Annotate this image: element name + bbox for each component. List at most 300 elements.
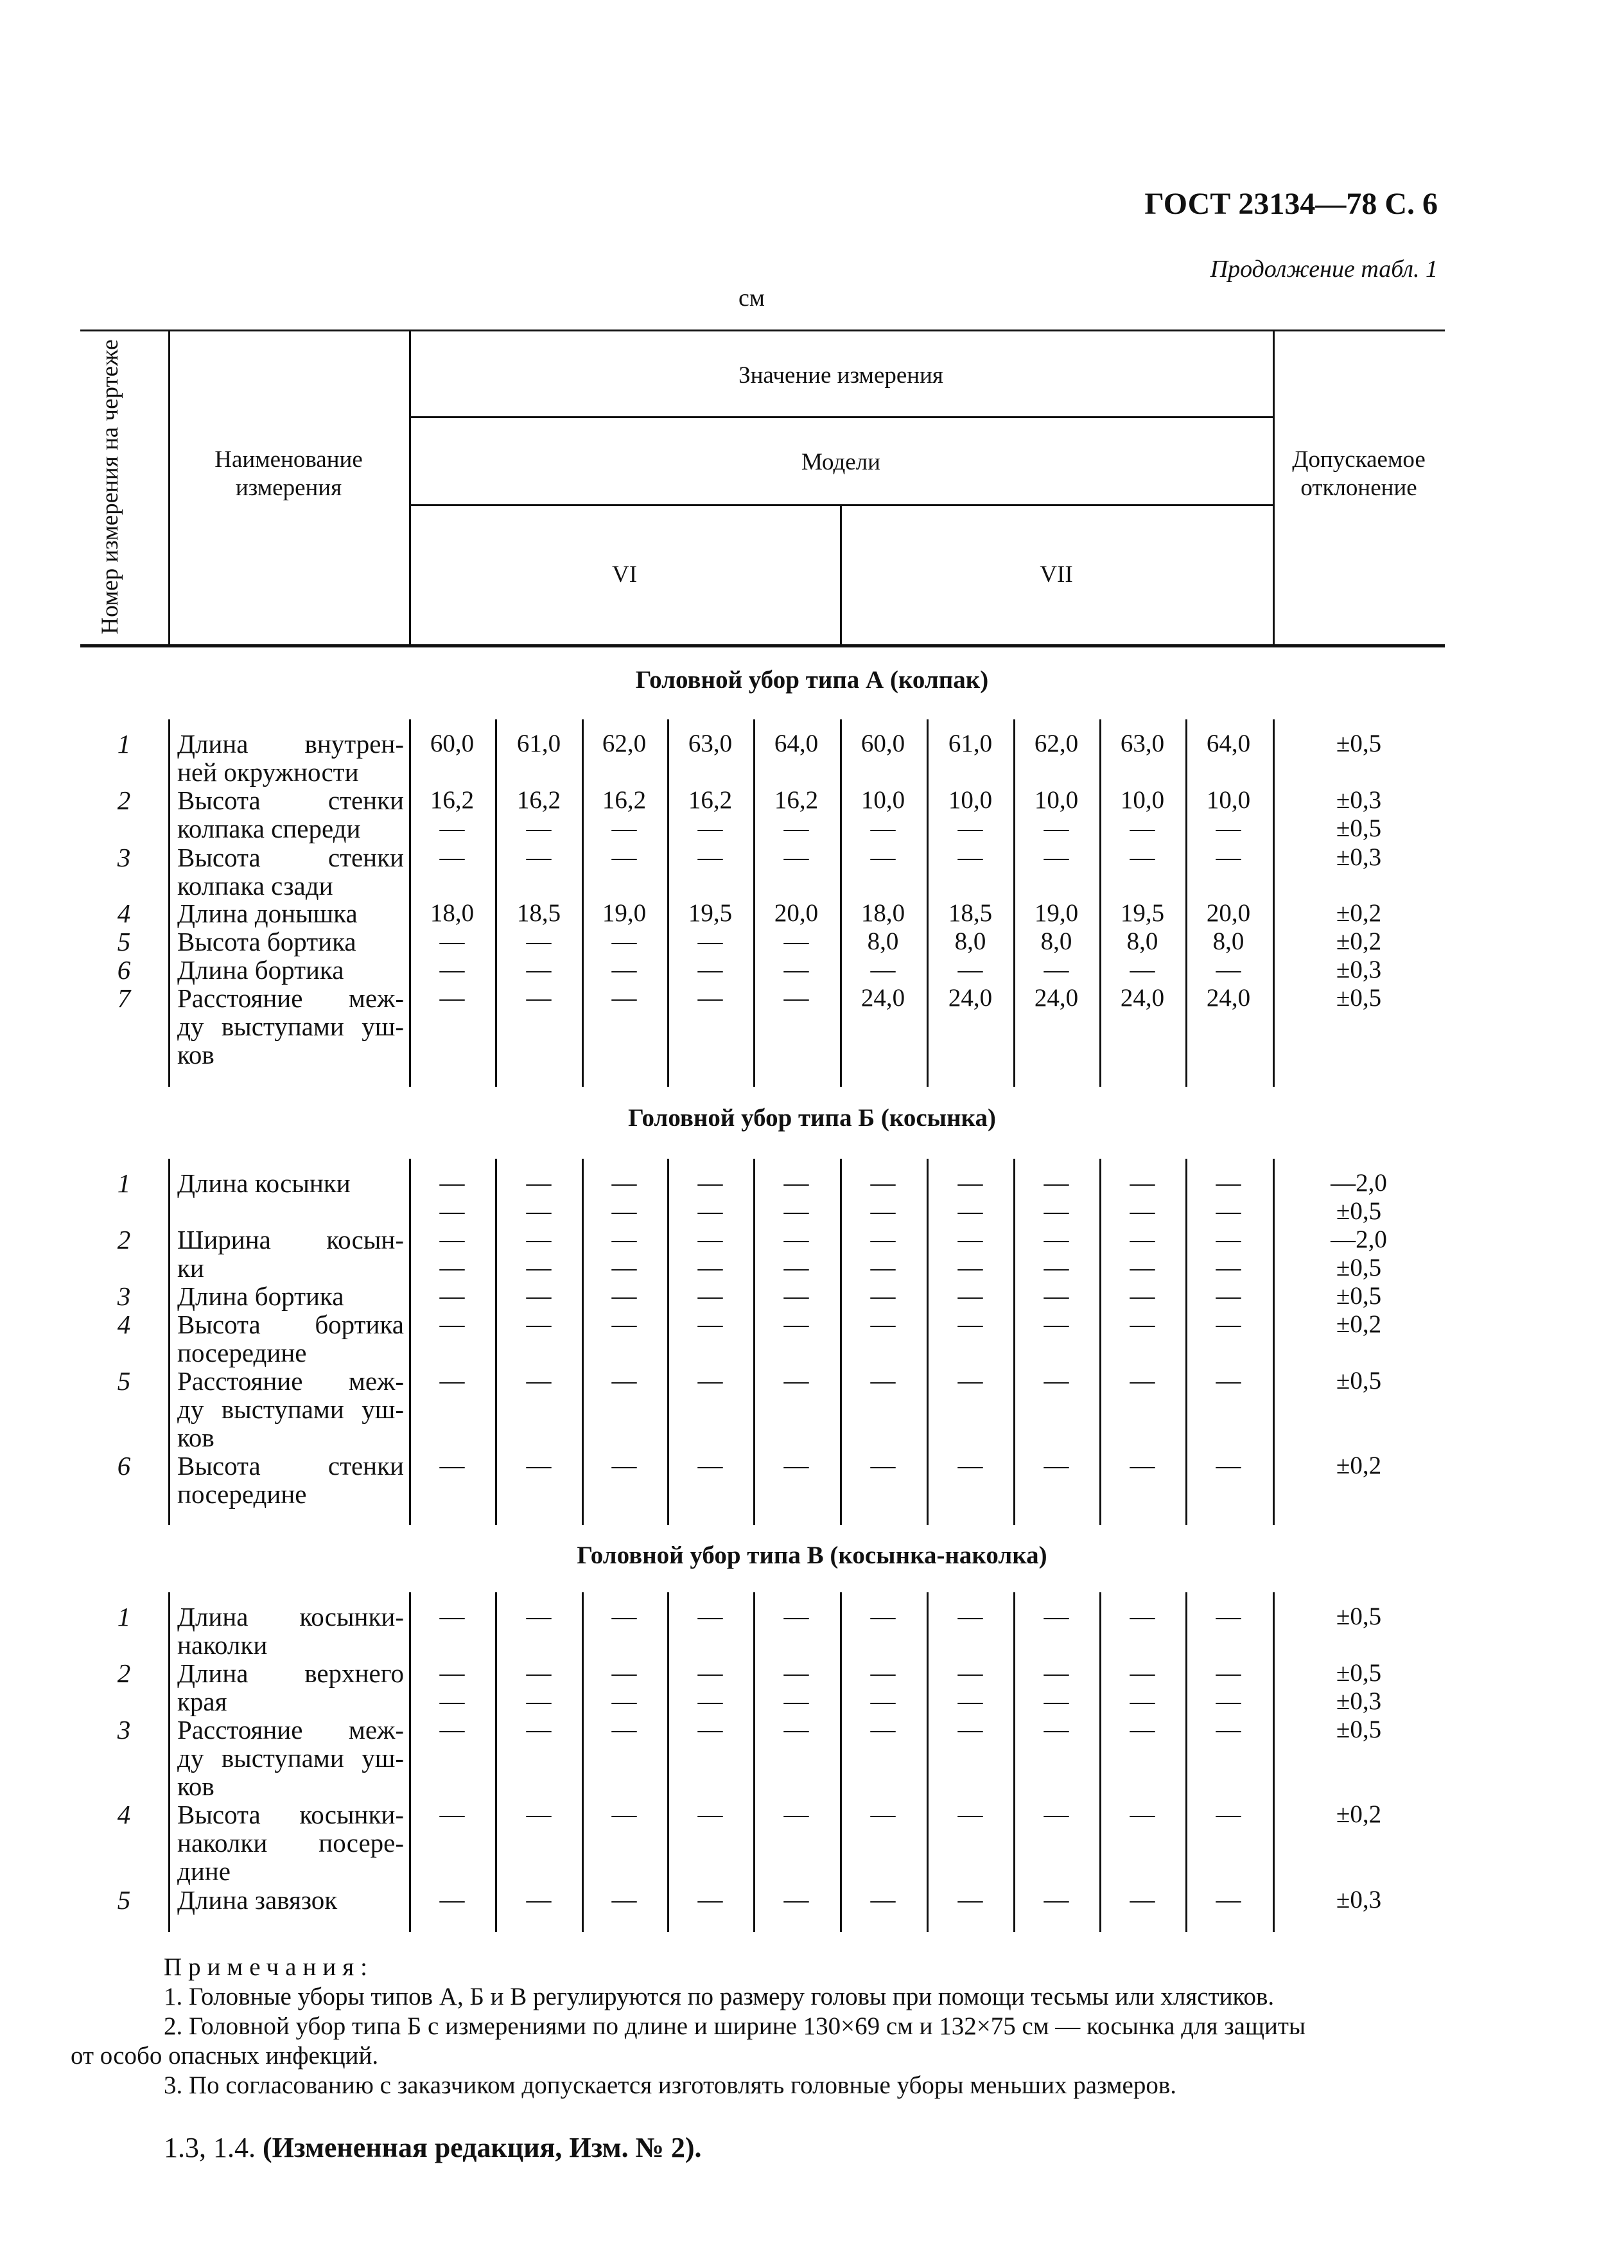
- value-cell: —: [611, 814, 637, 842]
- value-cell: —: [1216, 956, 1241, 983]
- row-name: [177, 1367, 404, 1452]
- tolerance-cell: ±0,5: [1336, 1716, 1382, 1743]
- value-cell: —: [697, 1800, 723, 1828]
- value-cell: 10,0: [1206, 786, 1251, 814]
- row-name-line: колпака спереди: [177, 814, 361, 843]
- value-cell: —: [1216, 1310, 1241, 1338]
- row-name: [177, 1226, 404, 1282]
- row-name-line: наколки: [177, 1630, 268, 1660]
- body-sep-tol-3: [1273, 1592, 1275, 1932]
- tolerance-cell: ±0,2: [1336, 1310, 1382, 1338]
- value-cell: 10,0: [948, 786, 993, 814]
- header-value-group: Значение измерения: [738, 362, 943, 389]
- value-cell: —: [957, 1659, 983, 1687]
- value-cell: 64,0: [774, 730, 819, 757]
- value-cell: —: [526, 1169, 552, 1197]
- body-sep-col-3-3: [667, 1592, 669, 1932]
- value-cell: —: [611, 843, 637, 871]
- value-cell: 24,0: [1120, 984, 1165, 1012]
- row-name-line: ков: [177, 1771, 214, 1801]
- value-cell: —: [1216, 1800, 1241, 1828]
- tolerance-cell: ±0,5: [1336, 1603, 1382, 1630]
- value-cell: 10,0: [860, 786, 905, 814]
- value-cell: 62,0: [602, 730, 647, 757]
- value-cell: —: [870, 1169, 896, 1197]
- value-cell: —: [870, 1452, 896, 1479]
- value-cell: —: [697, 1603, 723, 1630]
- value-cell: —: [1216, 1254, 1241, 1281]
- value-cell: —: [957, 1687, 983, 1715]
- value-cell: 61,0: [516, 730, 561, 757]
- value-cell: —: [1216, 814, 1241, 842]
- value-cell: —: [1043, 1452, 1069, 1479]
- header-bottom-rule: [80, 644, 1445, 647]
- value-cell: —: [1216, 1659, 1241, 1687]
- value-cell: —: [957, 1452, 983, 1479]
- row-name: [177, 1659, 404, 1716]
- tolerance-cell: ±0,3: [1336, 1886, 1382, 1913]
- value-cell: —: [870, 1800, 896, 1828]
- row-name: [177, 956, 404, 984]
- value-cell: —: [1130, 1659, 1155, 1687]
- value-cell: —: [783, 1603, 809, 1630]
- row-name-line: Высота стенки: [177, 1451, 404, 1481]
- row-number: 6: [117, 1451, 131, 1481]
- value-cell: 8,0: [1040, 927, 1072, 955]
- value-cell: —: [1043, 1659, 1069, 1687]
- value-cell: —: [870, 1226, 896, 1253]
- value-cell: —: [611, 1716, 637, 1743]
- row-name-line: Длина донышка: [177, 899, 358, 928]
- value-cell: —: [611, 1197, 637, 1225]
- value-cell: —: [697, 1254, 723, 1281]
- row-name: [177, 984, 404, 1069]
- value-cell: —: [697, 1367, 723, 1394]
- value-cell: —: [697, 956, 723, 983]
- row-name-line: Ширина косын-: [177, 1225, 404, 1254]
- value-cell: —: [1130, 1716, 1155, 1743]
- header-name-line1: Наименование: [214, 446, 363, 473]
- row-name: [177, 843, 404, 900]
- tolerance-cell: ±0,5: [1336, 1367, 1382, 1394]
- value-cell: 8,0: [1212, 927, 1244, 955]
- value-cell: —: [1043, 1603, 1069, 1630]
- row-name-line: Длина верхнего: [177, 1658, 404, 1688]
- value-cell: —: [957, 1254, 983, 1281]
- tolerance-cell: —2,0: [1331, 1169, 1387, 1197]
- value-cell: —: [957, 1800, 983, 1828]
- row-name-line: Высота бортика: [177, 1310, 404, 1339]
- row-name-line: наколки посере-: [177, 1828, 404, 1858]
- header-model-vi: VI: [611, 561, 638, 588]
- value-cell: —: [611, 1367, 637, 1394]
- value-cell: —: [526, 1716, 552, 1743]
- value-cell: —: [611, 1226, 637, 1253]
- value-cell: —: [1043, 1169, 1069, 1197]
- value-cell: 8,0: [867, 927, 899, 955]
- row-name-line: Длина косынки-: [177, 1602, 404, 1631]
- value-cell: —: [870, 1367, 896, 1394]
- body-sep-col-3-6: [927, 1592, 929, 1932]
- value-cell: —: [526, 1367, 552, 1394]
- row-name-line: Длина внутрен-: [177, 729, 404, 759]
- row-name-line: дине: [177, 1856, 231, 1886]
- value-cell: —: [1130, 1226, 1155, 1253]
- notes-title: Примечания:: [164, 1953, 374, 1981]
- value-cell: —: [870, 1282, 896, 1310]
- value-cell: —: [697, 1886, 723, 1913]
- value-cell: —: [1130, 1169, 1155, 1197]
- value-cell: —: [957, 1282, 983, 1310]
- value-cell: —: [870, 1603, 896, 1630]
- value-cell: —: [870, 814, 896, 842]
- value-cell: —: [783, 1254, 809, 1281]
- value-cell: —: [783, 984, 809, 1012]
- value-cell: —: [870, 1716, 896, 1743]
- value-cell: —: [439, 1452, 465, 1479]
- value-cell: —: [870, 843, 896, 871]
- value-cell: —: [783, 1659, 809, 1687]
- header-name-line2: измерения: [235, 475, 342, 501]
- value-cell: 24,0: [1034, 984, 1079, 1012]
- value-cell: —: [957, 1603, 983, 1630]
- body-sep-tol-2: [1273, 1159, 1275, 1525]
- tolerance-cell: ±0,2: [1336, 899, 1382, 927]
- row-number: 4: [117, 1800, 131, 1829]
- value-cell: —: [1043, 1687, 1069, 1715]
- value-cell: —: [526, 1310, 552, 1338]
- value-cell: —: [526, 984, 552, 1012]
- value-cell: —: [1130, 1886, 1155, 1913]
- body-sep-tol-1: [1273, 719, 1275, 1087]
- value-cell: 19,5: [1120, 899, 1165, 927]
- tolerance-cell: ±0,5: [1336, 1254, 1382, 1281]
- value-cell: —: [957, 1716, 983, 1743]
- row-number: 5: [117, 1366, 131, 1396]
- row-name-line: Высота стенки: [177, 843, 404, 872]
- value-cell: —: [1130, 1282, 1155, 1310]
- value-cell: —: [611, 1687, 637, 1715]
- value-cell: 19,0: [602, 899, 647, 927]
- value-cell: —: [1043, 1310, 1069, 1338]
- row-name: [177, 1282, 404, 1310]
- value-cell: —: [1130, 956, 1155, 983]
- row-name-line: Расстояние меж-: [177, 1366, 404, 1396]
- value-cell: —: [439, 843, 465, 871]
- value-cell: —: [783, 956, 809, 983]
- value-cell: 18,5: [516, 899, 561, 927]
- tolerance-cell: ±0,3: [1336, 843, 1382, 871]
- value-cell: —: [439, 1716, 465, 1743]
- row-name: [177, 730, 404, 786]
- row-name-line: Высота косынки-: [177, 1800, 404, 1829]
- row-number: 1: [117, 1602, 131, 1631]
- tolerance-cell: ±0,2: [1336, 1800, 1382, 1828]
- tolerance-cell: ±0,5: [1336, 1197, 1382, 1225]
- row-name-line: Расстояние меж-: [177, 983, 404, 1013]
- value-cell: —: [439, 1197, 465, 1225]
- row-name: [177, 899, 404, 927]
- body-sep-col-3-9: [1185, 1592, 1187, 1932]
- value-cell: —: [1043, 814, 1069, 842]
- row-number: 7: [117, 983, 131, 1013]
- value-cell: —: [1216, 1226, 1241, 1253]
- row-name: [177, 1452, 404, 1508]
- row-name: [177, 1716, 404, 1800]
- value-cell: —: [1216, 1452, 1241, 1479]
- row-name-line: посередине: [177, 1338, 307, 1367]
- value-cell: —: [1216, 843, 1241, 871]
- value-cell: —: [697, 1659, 723, 1687]
- value-cell: —: [439, 1687, 465, 1715]
- value-cell: —: [783, 843, 809, 871]
- row-name-line: ду выступами уш-: [177, 1394, 404, 1424]
- value-cell: —: [439, 1367, 465, 1394]
- value-cell: —: [1130, 1687, 1155, 1715]
- tolerance-cell: —2,0: [1331, 1226, 1387, 1253]
- revision-note: [164, 2131, 701, 2164]
- value-cell: —: [783, 927, 809, 955]
- note-1: 1. Головные уборы типов А, Б и В регулируются по размеру головы при помощи тесьмы или хлястиков.: [164, 1983, 1275, 2010]
- value-cell: —: [783, 1226, 809, 1253]
- header-model-vii: VII: [1040, 561, 1073, 588]
- value-cell: 62,0: [1034, 730, 1079, 757]
- tolerance-cell: ±0,5: [1336, 984, 1382, 1012]
- row-name-line: ков: [177, 1040, 214, 1069]
- value-cell: —: [611, 1310, 637, 1338]
- row-name-line: колпака сзади: [177, 871, 333, 901]
- note-2: 2. Головной убор типа Б с измерениями по длине и ширине 130×69 см и 132×75 см — косынка для защиты: [164, 2012, 1306, 2040]
- section-title-1: Головной убор типа А (колпак): [635, 666, 989, 694]
- row-name-line: Высота стенки: [177, 786, 404, 815]
- value-cell: —: [439, 1169, 465, 1197]
- value-cell: —: [783, 1687, 809, 1715]
- tolerance-cell: ±0,3: [1336, 956, 1382, 983]
- value-cell: 8,0: [954, 927, 986, 955]
- value-cell: —: [1130, 843, 1155, 871]
- value-cell: 60,0: [430, 730, 475, 757]
- value-cell: —: [1216, 1282, 1241, 1310]
- value-cell: —: [439, 1659, 465, 1687]
- value-cell: 61,0: [948, 730, 993, 757]
- row-number: 3: [117, 1281, 131, 1311]
- value-cell: —: [439, 927, 465, 955]
- value-cell: —: [1216, 1169, 1241, 1197]
- value-cell: —: [1216, 1603, 1241, 1630]
- row-name-line: Высота бортика: [177, 927, 356, 956]
- header-measure-number: Номер измерения на чертеже: [97, 339, 123, 635]
- row-name-line: Расстояние меж-: [177, 1715, 404, 1745]
- tolerance-cell: ±0,2: [1336, 1452, 1382, 1479]
- value-cell: —: [526, 927, 552, 955]
- value-cell: —: [611, 1282, 637, 1310]
- value-cell: —: [783, 1886, 809, 1913]
- value-cell: —: [870, 1886, 896, 1913]
- value-cell: —: [439, 1226, 465, 1253]
- table-top-rule: [80, 330, 1445, 331]
- row-name: [177, 1310, 404, 1367]
- row-name: [177, 1603, 404, 1659]
- value-cell: —: [439, 814, 465, 842]
- tolerance-cell: ±0,2: [1336, 927, 1382, 955]
- value-cell: 16,2: [516, 786, 561, 814]
- value-cell: —: [526, 1452, 552, 1479]
- value-cell: —: [1216, 1367, 1241, 1394]
- value-cell: —: [697, 1310, 723, 1338]
- tolerance-cell: ±0,5: [1336, 730, 1382, 757]
- value-cell: 19,0: [1034, 899, 1079, 927]
- value-cell: —: [1130, 1452, 1155, 1479]
- body-sep-col-3-4: [753, 1592, 755, 1932]
- value-cell: —: [783, 1452, 809, 1479]
- row-number: 4: [117, 1310, 131, 1339]
- row-number: 5: [117, 927, 131, 956]
- value-cell: —: [957, 1367, 983, 1394]
- value-cell: 60,0: [860, 730, 905, 757]
- row-name: [177, 1800, 404, 1885]
- row-name-line: Длина бортика: [177, 1281, 344, 1311]
- value-cell: 19,5: [688, 899, 733, 927]
- row-name-line: Длина завязок: [177, 1885, 338, 1915]
- value-cell: —: [870, 1254, 896, 1281]
- note-3: 3. По согласованию с заказчиком допускается изготовлять головные уборы меньших размеров.: [164, 2071, 1177, 2099]
- row-name: [177, 786, 404, 843]
- row-name-line: края: [177, 1687, 227, 1716]
- value-cell: —: [526, 1603, 552, 1630]
- row-name-line: Длина бортика: [177, 955, 344, 985]
- tolerance-cell: ±0,5: [1336, 1282, 1382, 1310]
- row-name: [177, 1886, 404, 1914]
- value-cell: —: [697, 1452, 723, 1479]
- value-cell: —: [1043, 1226, 1069, 1253]
- row-number: 2: [117, 786, 131, 815]
- value-cell: —: [697, 1169, 723, 1197]
- value-cell: —: [783, 1716, 809, 1743]
- value-cell: 16,2: [430, 786, 475, 814]
- value-cell: —: [611, 1254, 637, 1281]
- value-cell: —: [957, 1197, 983, 1225]
- section-title-2: Головной убор типа Б (косынка): [628, 1104, 996, 1132]
- row-number: 2: [117, 1225, 131, 1254]
- value-cell: —: [697, 927, 723, 955]
- row-name-line: ду выступами уш-: [177, 1743, 404, 1773]
- value-cell: —: [439, 956, 465, 983]
- value-cell: —: [526, 1659, 552, 1687]
- value-cell: 18,0: [430, 899, 475, 927]
- value-cell: —: [526, 1226, 552, 1253]
- value-cell: —: [1043, 1282, 1069, 1310]
- value-cell: 63,0: [688, 730, 733, 757]
- value-cell: —: [1043, 1367, 1069, 1394]
- value-cell: —: [957, 1886, 983, 1913]
- value-cell: —: [957, 814, 983, 842]
- value-cell: —: [697, 984, 723, 1012]
- value-cell: —: [957, 1226, 983, 1253]
- revision-text: (Измененная редакция, Изм. № 2).: [263, 2132, 702, 2163]
- body-sep-col-3-1: [495, 1592, 497, 1932]
- page-header: ГОСТ 23134—78 С. 6: [1144, 187, 1438, 221]
- value-cell: —: [526, 814, 552, 842]
- value-cell: 10,0: [1120, 786, 1165, 814]
- row-name-line: ней окружности: [177, 757, 359, 787]
- value-cell: —: [957, 843, 983, 871]
- row-name: [177, 1169, 404, 1197]
- value-cell: —: [1130, 1310, 1155, 1338]
- value-cell: —: [526, 1282, 552, 1310]
- value-cell: —: [611, 984, 637, 1012]
- value-cell: —: [526, 1254, 552, 1281]
- value-cell: —: [1216, 1886, 1241, 1913]
- value-cell: —: [1216, 1197, 1241, 1225]
- value-cell: —: [439, 1254, 465, 1281]
- value-cell: —: [526, 1800, 552, 1828]
- body-sep-num-2: [168, 1159, 170, 1525]
- value-cell: —: [1130, 1603, 1155, 1630]
- value-cell: 18,0: [860, 899, 905, 927]
- value-cell: —: [1130, 1197, 1155, 1225]
- value-cell: —: [870, 1197, 896, 1225]
- value-cell: —: [1130, 1367, 1155, 1394]
- value-cell: 10,0: [1034, 786, 1079, 814]
- value-cell: 18,5: [948, 899, 993, 927]
- value-cell: —: [1130, 1254, 1155, 1281]
- header-tol-line1: Допускаемое: [1292, 446, 1426, 473]
- value-cell: —: [783, 1282, 809, 1310]
- row-number: 3: [117, 1715, 131, 1745]
- value-cell: —: [526, 1687, 552, 1715]
- header-tol-line2: отклонение: [1300, 475, 1417, 501]
- value-cell: —: [957, 956, 983, 983]
- value-cell: —: [611, 1169, 637, 1197]
- value-cell: —: [697, 1226, 723, 1253]
- unit-label: см: [738, 285, 765, 312]
- value-cell: —: [697, 1687, 723, 1715]
- value-cell: 63,0: [1120, 730, 1165, 757]
- body-sep-col-3-8: [1099, 1592, 1101, 1932]
- value-cell: —: [611, 1659, 637, 1687]
- value-cell: —: [1043, 1800, 1069, 1828]
- body-sep-col-3-5: [840, 1592, 842, 1932]
- tolerance-cell: ±0,3: [1336, 786, 1382, 814]
- value-cell: —: [611, 956, 637, 983]
- value-cell: —: [957, 1169, 983, 1197]
- value-cell: —: [611, 1800, 637, 1828]
- value-cell: —: [870, 1310, 896, 1338]
- value-cell: 20,0: [774, 899, 819, 927]
- value-cell: —: [526, 1886, 552, 1913]
- value-cell: 64,0: [1206, 730, 1251, 757]
- value-cell: —: [526, 956, 552, 983]
- row-number: 1: [117, 1168, 131, 1198]
- row-name-line: посередине: [177, 1479, 307, 1509]
- value-cell: 24,0: [948, 984, 993, 1012]
- value-cell: —: [697, 843, 723, 871]
- value-cell: 16,2: [602, 786, 647, 814]
- note-2-continued: от особо опасных инфекций.: [71, 2042, 379, 2070]
- body-sep-col-3-2: [582, 1592, 584, 1932]
- value-cell: —: [439, 1800, 465, 1828]
- revision-prefix: 1.3, 1.4.: [164, 2132, 256, 2163]
- value-cell: —: [783, 1197, 809, 1225]
- table-continuation: Продолжение табл. 1: [1210, 256, 1438, 283]
- value-cell: —: [697, 814, 723, 842]
- value-cell: —: [697, 1716, 723, 1743]
- value-cell: —: [783, 1310, 809, 1338]
- row-number: 5: [117, 1885, 131, 1915]
- value-cell: 20,0: [1206, 899, 1251, 927]
- row-number: 1: [117, 729, 131, 759]
- section-title-3: Головной убор типа В (косынка-наколка): [577, 1542, 1047, 1569]
